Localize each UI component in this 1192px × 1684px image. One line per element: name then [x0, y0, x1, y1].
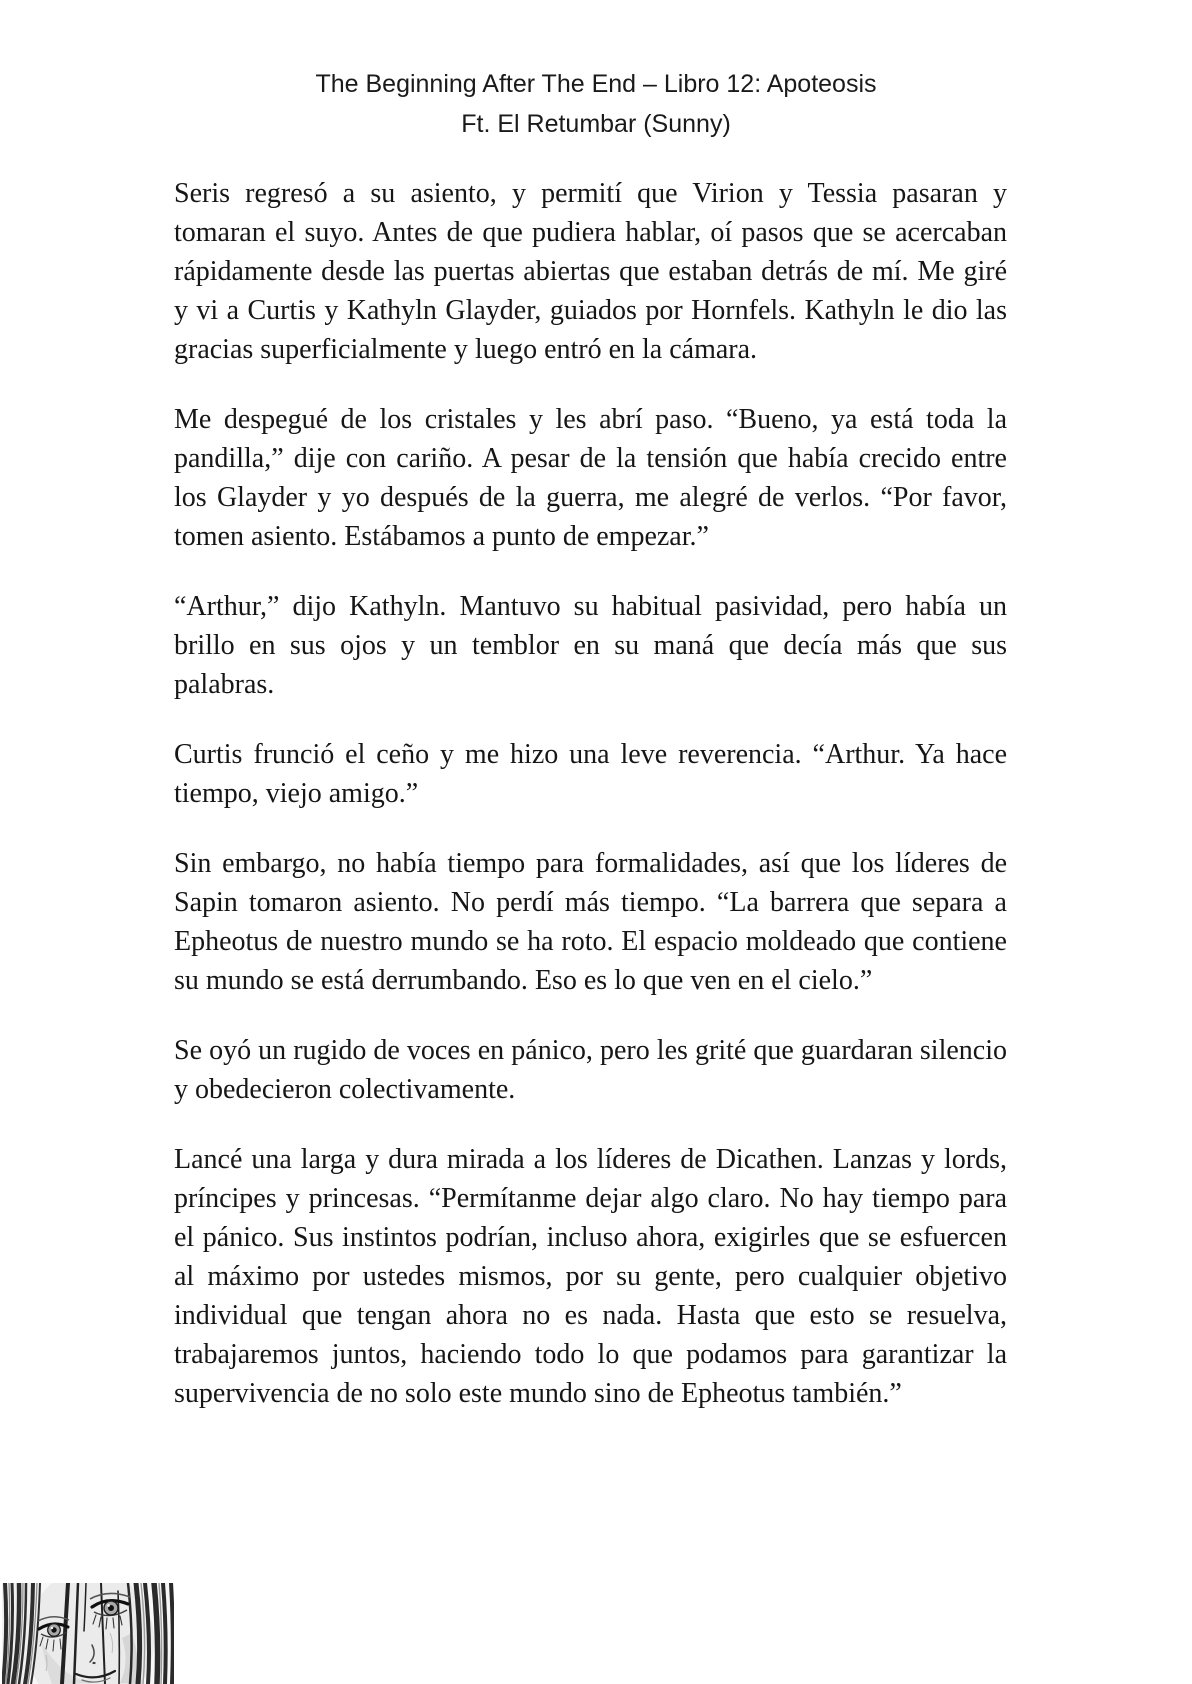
paragraph: Lancé una larga y dura mirada a los líderes de Dicathen. Lanzas y lords, príncipes y princesas. “Permítanme dejar algo claro. No hay tiempo para el pánico. Sus instintos podrían, incluso ahora, exigirles que se esfuercen al máximo por ustedes mismos, por su gente, pero cualquier objetivo individual que tengan ahora no es nada. Hasta que esto se resuelva, trabajaremos juntos, haciendo todo lo que podamos para garantizar la supervivencia de no solo este mundo sino de Epheotus también.” — [174, 1144, 1007, 1409]
manga-face-illustration — [2, 1583, 174, 1684]
manga-face-drawing-svg — [2, 1583, 174, 1684]
paragraph: Curtis frunció el ceño y me hizo una leve reverencia. “Arthur. Ya hace tiempo, viejo amigo.” — [174, 739, 1007, 809]
paragraph: Me despegué de los cristales y les abrí paso. “Bueno, ya está toda la pandilla,” dije con cariño. A pesar de la tensión que había crecido entre los Glayder y yo después de la guerra, me alegré de verlos. “Por favor, tomen asiento. Estábamos a punto de empezar.” — [174, 404, 1007, 552]
paragraph: Seris regresó a su asiento, y permití que Virion y Tessia pasaran y tomaran el suyo. Antes de que pudiera hablar, oí pasos que se acercaban rápidamente desde las puertas abiertas que estaban detrás de mí. Me giré y vi a Curtis y Kathyln Glayder, guiados por Hornfels. Kathyln le dio las gracias superficialmente y luego entró en la cámara. — [174, 178, 1007, 365]
document-title-line2: Ft. El Retumbar (Sunny) — [461, 110, 731, 138]
paragraph: Se oyó un rugido de voces en pánico, pero les grité que guardaran silencio y obedecieron colectivamente. — [174, 1035, 1007, 1105]
paragraph: “Arthur,” dijo Kathyln. Mantuvo su habitual pasividad, pero había un brillo en sus ojos y un temblor en su maná que decía más que sus palabras. — [174, 591, 1007, 700]
document-title-line1: The Beginning After The End – Libro 12: Apoteosis — [315, 70, 877, 98]
paragraph: Sin embargo, no había tiempo para formalidades, así que los líderes de Sapin tomaron asiento. No perdí más tiempo. “La barrera que separa a Epheotus de nuestro mundo se ha roto. El espacio moldeado que contiene su mundo se está derrumbando. Eso es lo que ven en el cielo.” — [174, 848, 1007, 996]
document-body — [174, 174, 1007, 1413]
document-title — [0, 0, 1192, 144]
